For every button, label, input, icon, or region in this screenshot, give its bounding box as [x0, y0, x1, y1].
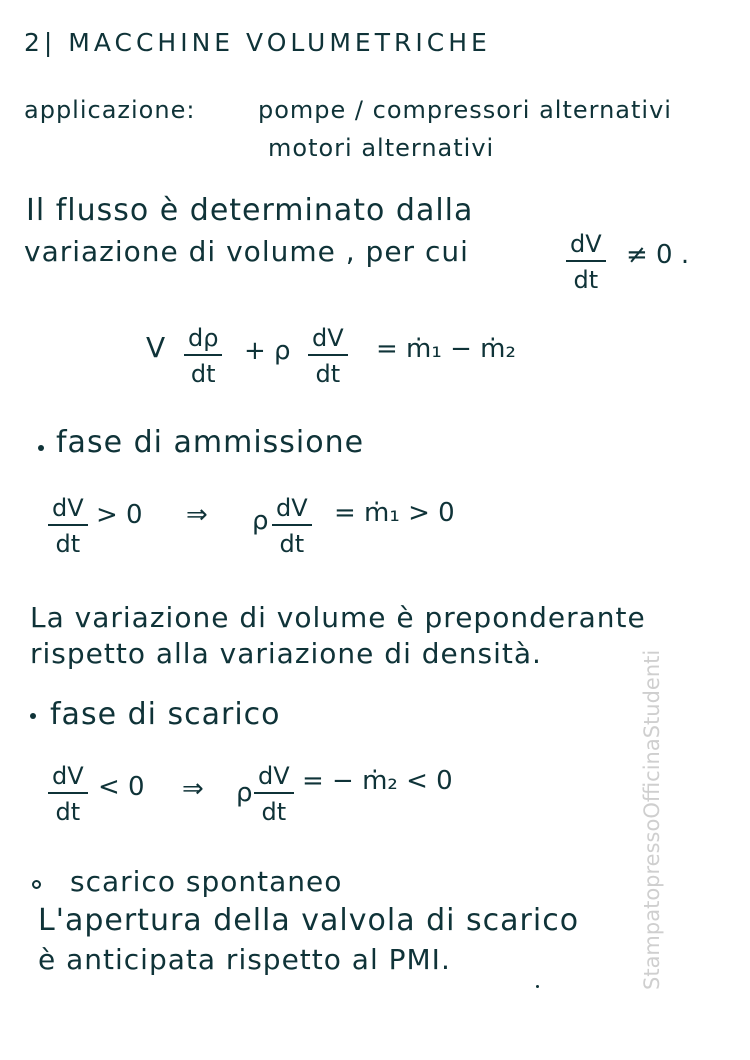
flusso-relation: ≠ 0 . [626, 240, 690, 270]
watermark: StampatopressoOfficinaStudenti [640, 649, 664, 990]
scarico-bullet [30, 713, 36, 719]
flusso-line-2: variazione di volume , per cui [24, 235, 469, 268]
section-heading: 2| MACCHINE VOLUMETRICHE [24, 28, 491, 57]
fraction-denominator: dt [261, 798, 287, 826]
ammissione-relation: > 0 [96, 500, 143, 530]
fraction-numerator: dV [52, 762, 84, 790]
fraction-denominator: dt [279, 530, 305, 558]
fraction-denominator: dt [55, 798, 81, 826]
fraction-numerator: dρ [188, 324, 219, 352]
variazione-line-2: rispetto alla variazione di densità. [30, 637, 542, 670]
ammissione-title: fase di ammissione [56, 425, 365, 460]
fraction-numerator: dV [570, 230, 602, 258]
equation-volume-derivative [308, 326, 348, 386]
fraction-denominator: dt [55, 530, 81, 558]
spontaneo-line-2: è anticipata rispetto al PMI. [38, 943, 451, 976]
ammissione-rhs: = ṁ₁ > 0 [334, 498, 455, 528]
fraction-denominator: dt [573, 266, 599, 294]
variazione-line-1: La variazione di volume è preponderante [30, 601, 646, 634]
ammissione-rho-derivative [272, 496, 312, 556]
flusso-derivative [566, 232, 606, 292]
fraction-numerator: dV [52, 494, 84, 522]
equation-volume: V [146, 331, 166, 364]
scarico-arrow: ⇒ [182, 774, 204, 804]
fraction-numerator: dV [258, 762, 290, 790]
equation-plus-rho: + ρ [244, 336, 291, 366]
scarico-rhs: = − ṁ₂ < 0 [302, 766, 453, 796]
applicazione-line-2: motori alternativi [268, 134, 495, 162]
equation-density-derivative [184, 326, 222, 386]
scarico-rho-derivative [254, 764, 294, 824]
equation-rhs: = ṁ₁ − ṁ₂ [376, 334, 516, 364]
scarico-relation: < 0 [98, 772, 145, 802]
spontaneo-line-1: L'apertura della valvola di scarico [38, 903, 580, 938]
scarico-title: fase di scarico [50, 697, 281, 732]
spontaneo-bullet [32, 880, 41, 889]
fraction-denominator: dt [190, 360, 216, 388]
fraction-denominator: dt [315, 360, 341, 388]
spontaneo-title: scarico spontaneo [70, 865, 343, 898]
fraction-numerator: dV [276, 494, 308, 522]
ammissione-derivative [48, 496, 88, 556]
applicazione-line-1: pompe / compressori alternativi [258, 96, 672, 124]
applicazione-label: applicazione: [24, 96, 196, 124]
ammissione-arrow: ⇒ [186, 500, 208, 530]
scarico-rho: ρ [236, 778, 253, 808]
ink-dot [536, 985, 539, 988]
scarico-derivative [48, 764, 88, 824]
ammissione-rho: ρ [252, 506, 269, 536]
flusso-line-1: Il flusso è determinato dalla [26, 193, 474, 228]
ammissione-bullet [38, 445, 44, 451]
fraction-numerator: dV [312, 324, 344, 352]
